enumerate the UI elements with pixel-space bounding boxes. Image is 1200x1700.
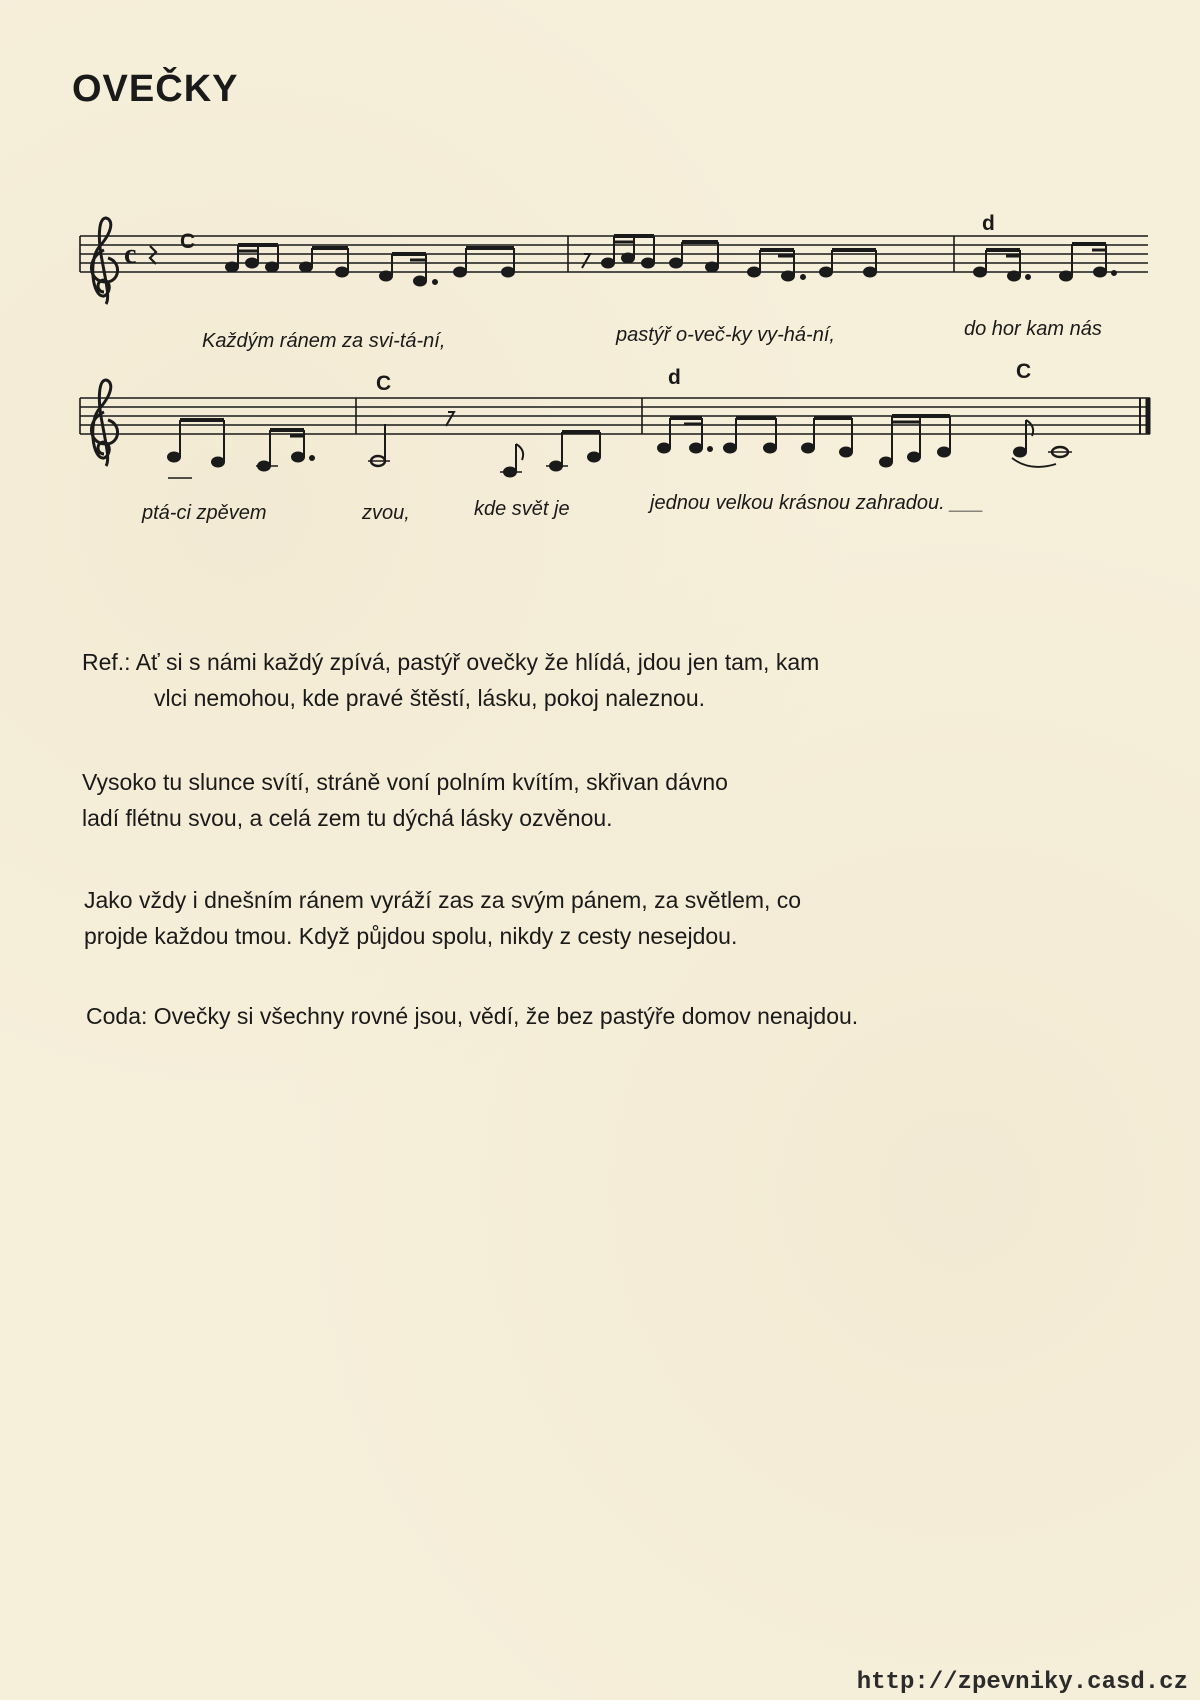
verse-line: Ref.: Ať si s námi každý zpívá, pastýř ovečky že hlídá, jdou jen tam, kam xyxy=(82,649,820,675)
coda-block xyxy=(86,998,858,1034)
lyric-text: jednou velkou krásnou zahradou. ___ xyxy=(650,492,984,514)
chord-label: C xyxy=(1016,360,1032,383)
verse-line: Coda: Ovečky si všechny rovné jsou, vědí, že bez pastýře domov nenajdou. xyxy=(86,1003,859,1029)
verse-block xyxy=(82,764,728,836)
verse-line: ladí flétnu svou, a celá zem tu dýchá lásky ozvěnou. xyxy=(82,805,613,831)
verse-line: Vysoko tu slunce svítí, stráně voní polním kvítím, skřivan dávno xyxy=(82,769,728,795)
verse-line: vlci nemohou, kde pravé štěstí, lásku, pokoj naleznou. xyxy=(154,685,706,711)
notes-system-1 xyxy=(226,236,1116,286)
chord-label: d xyxy=(982,212,995,235)
common-time-sign: c xyxy=(124,239,137,270)
lyric-text: zvou, xyxy=(362,502,410,524)
song-title: OVEČKY xyxy=(72,68,239,110)
chord-label: d xyxy=(668,366,681,389)
refrain-block xyxy=(82,644,819,716)
lyric-text: kde svět je xyxy=(474,498,570,520)
treble-clef-icon xyxy=(91,380,117,466)
verse-line: projde každou tmou. Když půjdou spolu, nikdy z cesty nesejdou. xyxy=(84,923,738,949)
staff-system-2 xyxy=(80,398,1150,434)
verse-line: Jako vždy i dnešním ránem vyráží zas za svým pánem, za světlem, co xyxy=(84,887,802,913)
lyric-text: pastýř o-več-ky vy-há-ní, xyxy=(616,324,835,346)
lyric-text: ptá-ci zpěvem xyxy=(142,502,267,524)
lyric-text: Každým ránem za svi-tá-ní, xyxy=(202,330,446,352)
chord-label: C xyxy=(180,230,196,253)
lyric-text: do hor kam nás xyxy=(964,318,1102,340)
source-url: http://zpevniky.casd.cz xyxy=(856,1669,1188,1696)
treble-clef-icon xyxy=(91,218,117,304)
verse-block xyxy=(84,882,801,954)
notes-system-2 xyxy=(168,412,1072,478)
chord-label: C xyxy=(376,372,392,395)
music-score xyxy=(0,0,1200,520)
rest xyxy=(150,246,156,264)
